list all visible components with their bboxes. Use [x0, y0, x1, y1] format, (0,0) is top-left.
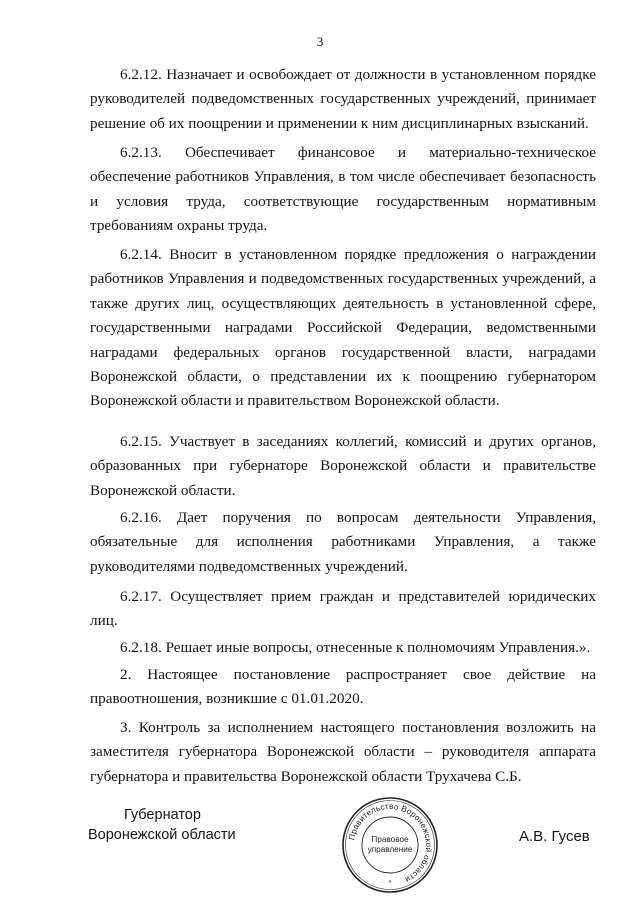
paragraph-6-2-16: 6.2.16. Дает поручения по вопросам деятельности Управления, обязательные для исполнения работниками Управления, а также руководителями подведомственных учреждений. — [90, 509, 596, 575]
paragraph-item-2: 2. Настоящее постановление распространяет свое действие на правоотношения, возникшие с 01.01.2020. — [90, 666, 596, 708]
page-number: 3 — [316, 34, 324, 49]
signature-title: Губернатор — [124, 807, 201, 823]
seal-stamp-icon — [340, 795, 440, 895]
paragraph-6-2-12: 6.2.12. Назначает и освобождает от должности в установленном порядке руководителей подведомственных государственных учреждений, принимает решение об их поощрении и применении к ним дисциплинарных взысканий. — [90, 66, 596, 132]
paragraph-6-2-18: 6.2.18. Решает иные вопросы, отнесенные к полномочиям Управления.». — [120, 639, 591, 656]
svg-text:Правительство Воронежской обла: Правительство Воронежской области — [347, 801, 434, 885]
paragraph-item-3: 3. Контроль за исполнением настоящего постановления возложить на заместителя губернатора Воронежской области – руководителя аппарата губернатора и правительства Воронежской области Трухачева С.Б. — [90, 719, 596, 785]
official-seal — [340, 795, 440, 895]
signature-region: Воронежской области — [88, 827, 236, 843]
paragraph-6-2-15: 6.2.15. Участвует в заседаниях коллегий, комиссий и других органов, образованных при губернаторе Воронежской области и правительстве Воронежской области. — [90, 433, 596, 499]
svg-text:*: * — [388, 880, 392, 887]
paragraph-6-2-14: 6.2.14. Вносит в установленном порядке предложения о награждении работников Управления и подведомственных государственных учреждений, а также других лиц, осуществляющих деятельность в установленной сфере, государственными наградами Российской Федерации, ведомственными наградами федеральных органов государственной власти, наградами Воронежской области, о представлении их к поощрению губернатором Воронежской области и правительством Воронежской области. — [90, 246, 596, 410]
paragraph-6-2-13: 6.2.13. Обеспечивает финансовое и материально-техническое обеспечение работников Управления, в том числе обеспечивает безопасность и условия труда, соответствующие государственным нормативным требованиям охраны труда. — [90, 144, 596, 235]
signature-name: А.В. Гусев — [519, 828, 590, 845]
svg-text:Правовое: Правовое — [371, 835, 409, 844]
svg-text:управление: управление — [367, 845, 413, 854]
paragraph-6-2-17: 6.2.17. Осуществляет прием граждан и представителей юридических лиц. — [90, 588, 596, 630]
signature-block — [88, 805, 258, 845]
